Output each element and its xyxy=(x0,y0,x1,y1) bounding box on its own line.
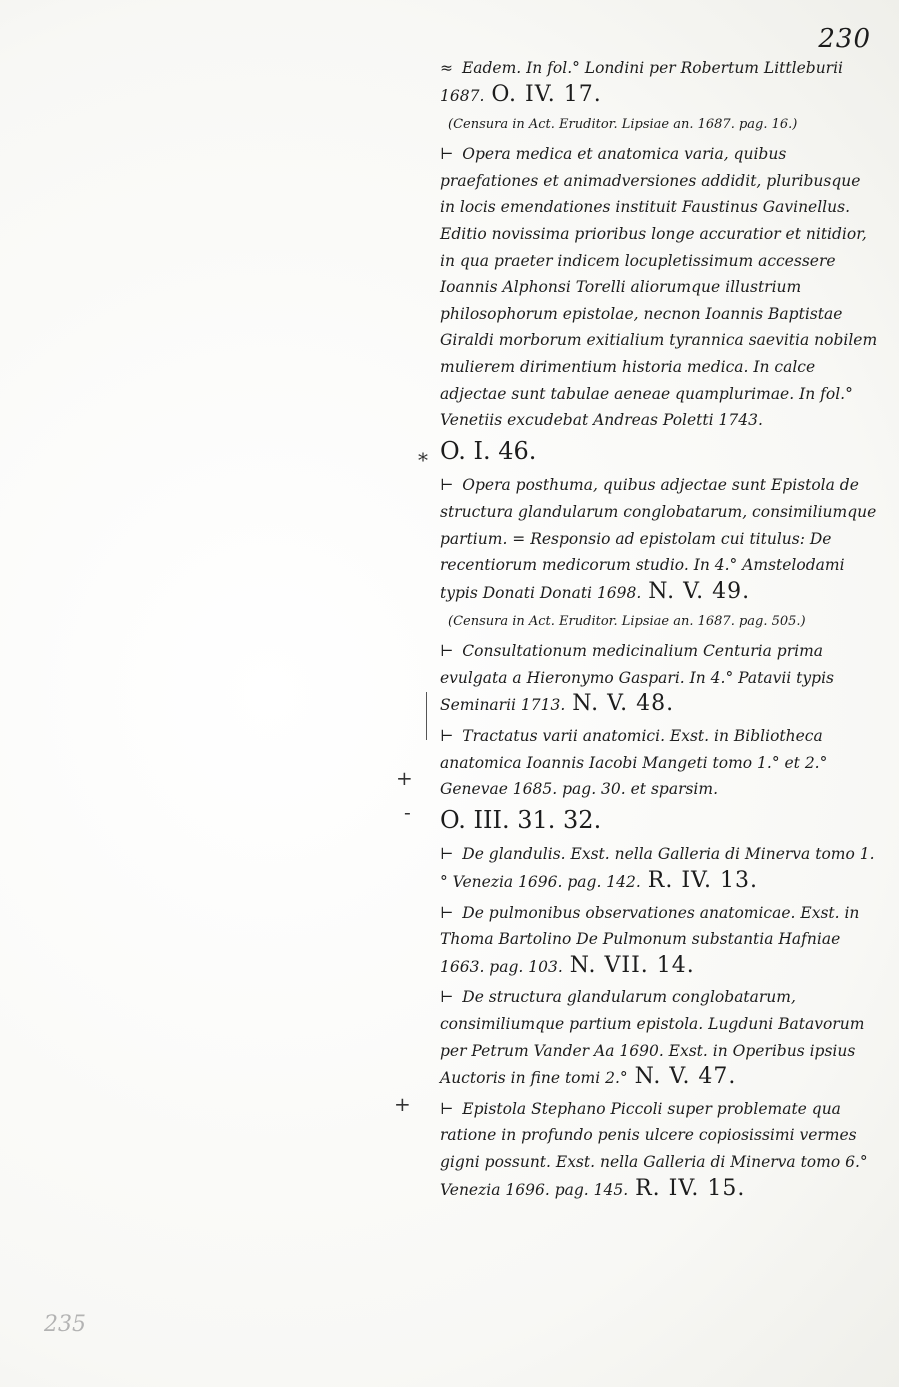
catalog-entry xyxy=(440,984,880,1091)
shelf-mark: O. III. 31. 32. xyxy=(440,805,602,834)
page-number: 230 xyxy=(818,24,871,54)
entry-text: Opera medica et anatomica varia, quibus praefationes et animadversiones addidit, pluribusque in locis emendationes instituit Faustinus Gavinellus. Editio novissima prioribus longe accuratior et nitidior, in qua praeter indicem locupletissimum accessere Ioannis Alphonsi Torelli aliorumque illustrium philosophorum epistolae, necnon Ioannis Baptistae Giraldi morborum exitialium tyrannica saevitia nobilem mulierem dirimentium historia medica. In calce adjectae sunt tabulae aeneae quamplurimae. In fol.° Venetiis excudebat Andreas Poletti 1743. xyxy=(440,145,878,430)
catalog-entry xyxy=(440,472,880,606)
catalog-entry xyxy=(440,841,880,895)
entry-marker-icon: ⊢ xyxy=(440,903,454,922)
catalog-entry xyxy=(440,55,880,109)
entry-text: Epistola Stephano Piccoli super problemate qua ratione in profundo penis ulcere copiosissimi vermes gigni possunt. Exst. nella Galleria di Minerva tomo 6.° Venezia 1696. pag. 145. xyxy=(440,1099,868,1199)
entry-marker-icon: ⊢ xyxy=(440,145,454,164)
entry-marker-icon: ⊢ xyxy=(440,642,454,661)
catalog-entry xyxy=(440,638,880,719)
shelf-mark: R. IV. 13. xyxy=(647,868,759,894)
entry-marker-icon: ⊢ xyxy=(440,1099,454,1118)
censura-note: (Censura in Act. Eruditor. Lipsiae an. 1687. pag. 505.) xyxy=(448,614,806,630)
shelf-mark: N. VII. 14. xyxy=(569,952,695,978)
margin-star-mark: * xyxy=(418,448,428,472)
censura-note: (Censura in Act. Eruditor. Lipsiae an. 1687. pag. 16.) xyxy=(448,117,798,133)
entry-marker-icon: ⊢ xyxy=(440,845,454,864)
catalog-entry xyxy=(440,900,880,981)
catalog-column xyxy=(440,55,880,1207)
entry-text: De structura glandularum conglobatarum, consimiliumque partium epistola. Lugduni Batavorum per Petrum Vander Aa 1690. Exst. in Operibus ipsius Auctoris in fine tomi 2.° xyxy=(440,988,865,1088)
ditto-mark-icon: ≈ xyxy=(440,59,453,77)
entry-text: Eadem. In fol.° Londini per Robertum Littleburii 1687. xyxy=(440,59,843,105)
catalog-entry xyxy=(440,1096,880,1203)
entry-text: Tractatus varii anatomici. Exst. in Bibliotheca anatomica Ioannis Iacobi Mangeti tomo 1.° et 2.° Genevae 1685. pag. 30. et sparsim. xyxy=(440,727,828,799)
library-stamp: 235 xyxy=(44,1312,86,1337)
catalog-entry xyxy=(440,723,880,803)
margin-bracket-line xyxy=(426,692,427,740)
catalog-entry xyxy=(440,141,880,434)
shelf-mark: O. I. 46. xyxy=(440,436,537,465)
entry-marker-icon: ⊢ xyxy=(440,988,454,1007)
shelf-mark: R. IV. 15. xyxy=(635,1175,746,1201)
entry-text: Consultationum medicinalium Centuria prima evulgata a Hieronymo Gaspari. In 4.° Patavii typis Seminarii 1713. xyxy=(440,642,835,715)
entry-text: De pulmonibus observationes anatomicae. Exst. in Thoma Bartolino De Pulmonum substantia Hafniae 1663. pag. 103. xyxy=(440,903,860,976)
entry-text: De glandulis. Exst. nella Galleria di Minerva tomo 1.° Venezia 1696. pag. 142. xyxy=(440,845,875,892)
entry-text: Opera posthuma, quibus adjectae sunt Epistola de structura glandularum conglobatarum, consimiliumque partium. = Responsio ad epistolam cui titulus: De recentiorum medicorum studio. In 4.° Amstelodami typis Donati Donati 1698. xyxy=(440,476,877,602)
margin-dash-mark: - xyxy=(404,800,411,824)
shelf-mark: N. V. 48. xyxy=(572,691,675,717)
shelf-mark: O. IV. 17. xyxy=(491,81,602,107)
shelf-mark: N. V. 47. xyxy=(634,1064,737,1090)
margin-plus-mark: + xyxy=(394,1092,411,1116)
entry-marker-icon: ⊢ xyxy=(440,476,454,495)
shelf-mark: N. V. 49. xyxy=(648,578,751,604)
margin-plus-mark: + xyxy=(396,766,413,790)
entry-marker-icon: ⊢ xyxy=(440,727,454,746)
